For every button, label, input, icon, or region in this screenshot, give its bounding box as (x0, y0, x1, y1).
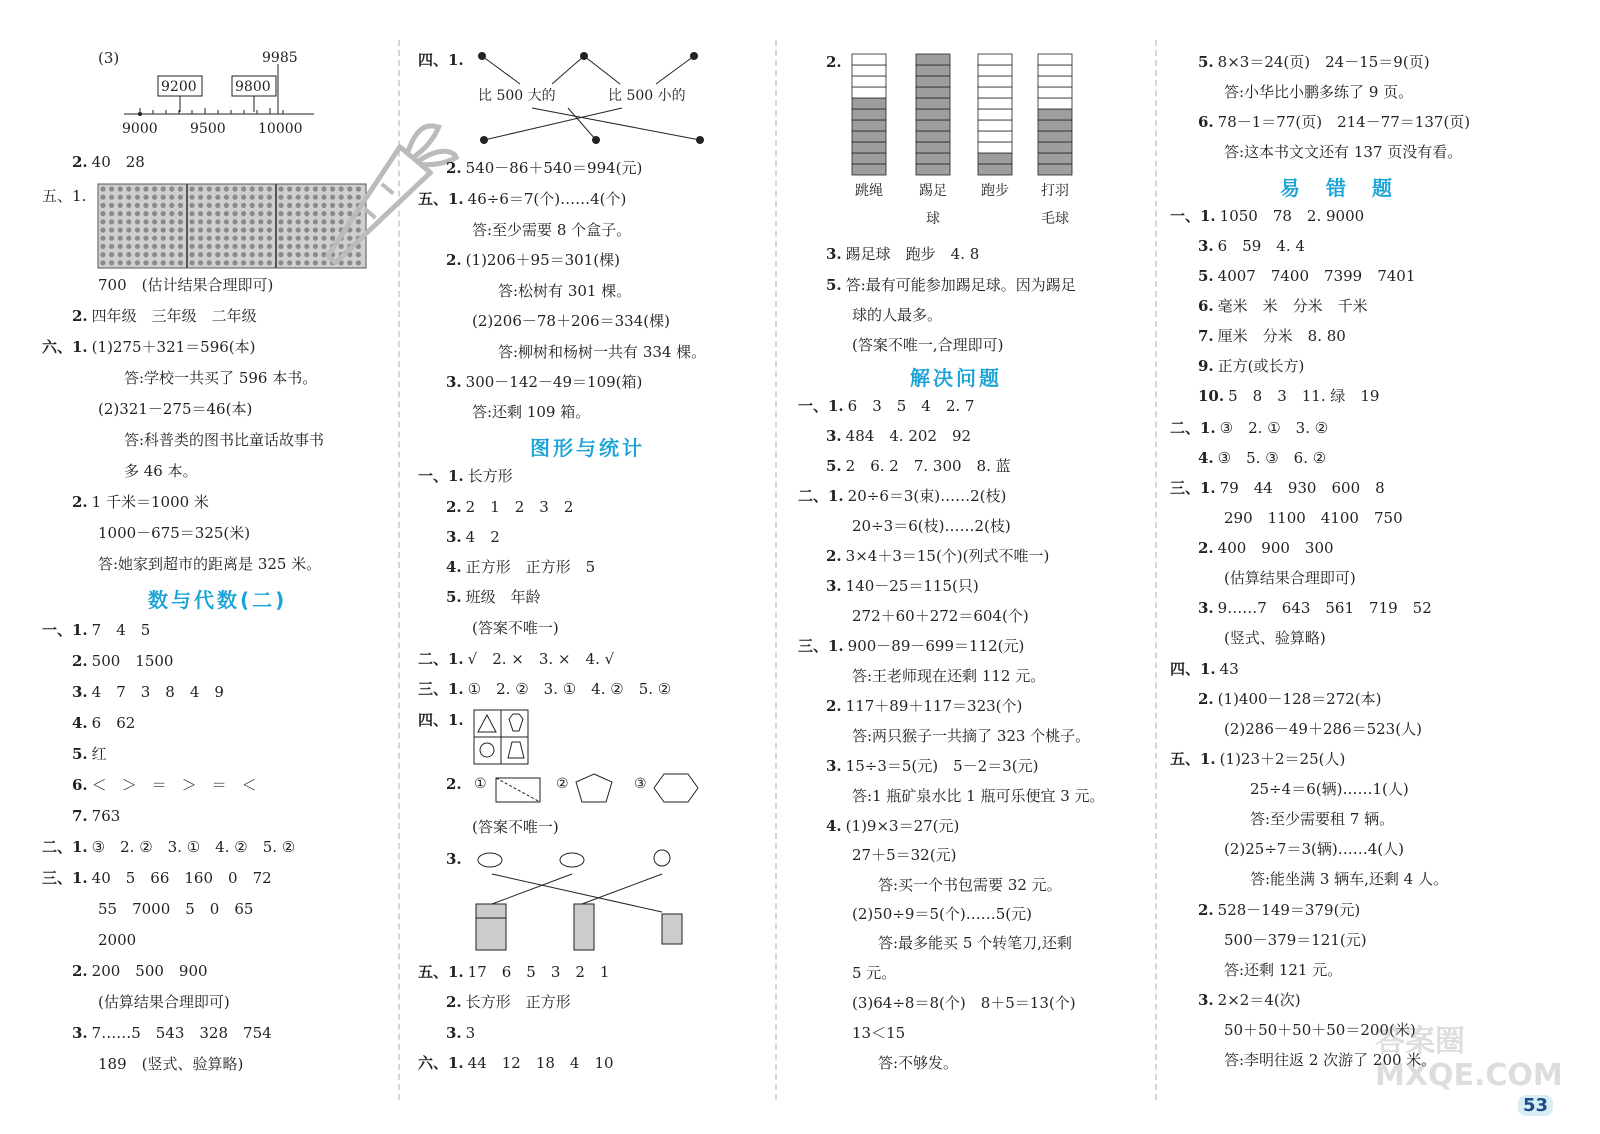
category-label-line2: 球 (926, 211, 940, 227)
answer-line: 二、1. ③ 2. ① 3. ② (1170, 419, 1329, 437)
answer-line: 5 元。 (852, 964, 897, 982)
view-matching-figure (472, 848, 692, 950)
answer-line: 4. (1)9×3＝27(元) (826, 817, 960, 835)
answer-line: 2000 (98, 931, 137, 949)
answer-line: 2. 40 28 (72, 153, 145, 171)
answer-line: 3. 15÷3＝5(元) 5－2＝3(元) (826, 757, 1039, 775)
answer-line: 2. 长方形 正方形 (446, 993, 571, 1011)
cut-shapes-figure (474, 768, 704, 808)
answer-line: 3. 9……7 643 561 719 52 (1198, 599, 1432, 617)
answer-line: 2. 540－86＋540＝994(元) (446, 159, 643, 177)
answer-line: 答:至少需要 8 个盒子。 (472, 221, 632, 239)
answer-line: 五、1. 46÷6＝7(个)……4(个) (418, 190, 627, 208)
answer-line: 二、1. 20÷6＝3(束)……2(枝) (798, 487, 1007, 505)
answer-line: 2. (1)400－128＝272(本) (1198, 690, 1382, 708)
category-label: 跑步 (981, 183, 1009, 199)
answer-line: (2)25÷7＝3(辆)……4(人) (1224, 840, 1404, 858)
answer-line: 5. 红 (72, 745, 107, 763)
answer-line: 500－379＝121(元) (1224, 931, 1367, 949)
answer-line: 答:学校一共买了 596 本书。 (124, 369, 318, 387)
answer-line: 三、1. 79 44 930 600 8 (1170, 479, 1385, 497)
answer-line: 答:科普类的图书比童话故事书 (124, 431, 325, 449)
answer-line: 答:最多能买 5 个转笔刀,还剩 (878, 934, 1072, 952)
answer-line: 答:买一个书包需要 32 元。 (878, 876, 1062, 894)
answer-line: 2. (1)206＋95＝301(棵) (446, 251, 620, 269)
answer-line: 290 1100 4100 750 (1224, 509, 1403, 527)
answer-line: 27＋5＝32(元) (852, 846, 957, 864)
answer-line: 答:还剩 121 元。 (1224, 961, 1343, 979)
category-label: 打羽 (1041, 183, 1069, 199)
answer-line: 4. 正方形 正方形 5 (446, 558, 596, 576)
answer-line: 5. 8×3＝24(页) 24－15＝9(页) (1198, 53, 1430, 71)
answer-line: 六、1. (1)275＋321＝596(本) (42, 338, 256, 356)
answer-line: (3)64÷8＝8(个) 8＋5＝13(个) (852, 994, 1076, 1012)
category-label: 跳绳 (855, 183, 883, 199)
answer-line: 五、1. (1)23＋2＝25(人) (1170, 750, 1346, 768)
answer-line: 3. (446, 850, 462, 868)
answer-line: 2. (446, 775, 462, 793)
section-heading: 易 错 题 (1280, 176, 1395, 200)
answer-line: 四、1. 43 (1170, 660, 1239, 678)
shapes-grid-figure (474, 710, 528, 764)
shape-label-2: ② (556, 776, 569, 792)
answer-line: (答案不唯一) (472, 619, 559, 637)
answer-line: 50＋50＋50＋50＝200(米) (1224, 1021, 1416, 1039)
answer-line: 答:能坐满 3 辆车,还剩 4 人。 (1250, 870, 1448, 888)
answer-line: (估算结果合理即可) (1224, 569, 1356, 587)
answer-line: 700 (估计结果合理即可) (98, 276, 274, 294)
category-label: 踢足 (919, 183, 947, 199)
bar-2 (916, 54, 950, 175)
answer-line: 2. 117＋89＋117＝323(个) (826, 697, 1023, 715)
shape-label-3: ③ (634, 776, 647, 792)
section-heading: 图形与统计 (530, 436, 645, 460)
answer-line: (竖式、验算略) (1224, 629, 1326, 647)
answer-line: 4. 6 62 (72, 714, 136, 732)
section-number: 四、1. (418, 51, 464, 69)
bar-4 (1038, 54, 1072, 175)
column-divider (775, 40, 777, 1100)
answer-line: (答案不唯一) (472, 818, 559, 836)
number-line-box-1: 9200 (161, 79, 197, 95)
bar-chart (840, 48, 1100, 238)
match-label-less: 比 500 小的 (608, 88, 686, 104)
section-number: 2. (826, 53, 842, 71)
answer-line: 25÷4＝6(辆)……1(人) (1250, 780, 1409, 798)
answer-line: 一、1. 1050 78 2. 9000 (1170, 207, 1365, 225)
answer-line: 二、1. ③ 2. ② 3. ① 4. ② 5. ② (42, 838, 296, 856)
answer-line: 6. 毫米 米 分米 千米 (1198, 297, 1368, 315)
answer-line: 答:这本书文文还有 137 页没有看。 (1224, 143, 1463, 161)
section-number: 五、1. (42, 187, 87, 205)
answer-line: (答案不唯一,合理即可) (852, 336, 1004, 354)
section-heading: 解决问题 (910, 366, 1002, 390)
number-line-tick-1: 9000 (122, 121, 158, 137)
answer-line: 六、1. 44 12 18 4 10 (418, 1054, 614, 1072)
answer-line: 答:小华比小鹏多练了 9 页。 (1224, 83, 1414, 101)
page-number: 53 (1518, 1095, 1553, 1116)
answer-line: 3. 2×2＝4(次) (1198, 991, 1301, 1009)
answer-line: 272＋60＋272＝604(个) (852, 607, 1029, 625)
answer-line: 答:至少需要租 7 辆。 (1250, 810, 1395, 828)
answer-line: 2. 四年级 三年级 二年级 (72, 307, 257, 325)
number-line-tick-2: 9500 (190, 121, 226, 137)
answer-line: 3. 300－142－49＝109(箱) (446, 373, 643, 391)
answer-line: 2. 400 900 300 (1198, 539, 1334, 557)
answer-line: 答:还剩 109 箱。 (472, 403, 591, 421)
section-heading: 数与代数(二) (148, 588, 288, 612)
number-line-top-value: 9985 (262, 50, 298, 66)
answer-line: 1000－675＝325(米) (98, 524, 251, 542)
answer-line: 答:不够发。 (878, 1054, 959, 1072)
answer-line: 9. 正方(或长方) (1198, 357, 1305, 375)
answer-line: 13＜15 (852, 1024, 906, 1042)
answer-line: 5. 2 6. 2 7. 300 8. 蓝 (826, 457, 1011, 475)
answer-line: 3. 踢足球 跑步 4. 8 (826, 245, 980, 263)
answer-line: 答:1 瓶矿泉水比 1 瓶可乐便宜 3 元。 (852, 787, 1105, 805)
answer-line: 6. 78－1＝77(页) 214－77＝137(页) (1198, 113, 1471, 131)
answer-line: 答:李明往返 2 次游了 200 米。 (1224, 1051, 1437, 1069)
answer-line: 5. 班级 年龄 (446, 588, 541, 606)
answer-line: 7. 厘米 分米 8. 80 (1198, 327, 1346, 345)
number-line-box-2: 9800 (235, 79, 271, 95)
answer-line: 三、1. 40 5 66 160 0 72 (42, 869, 272, 887)
answer-line: 20÷3＝6(枝)……2(枝) (852, 517, 1011, 535)
answer-line: 2. 2 1 2 3 2 (446, 498, 574, 516)
answer-line: 3. 6 59 4. 4 (1198, 237, 1305, 255)
answer-line: 4. ③ 5. ③ 6. ② (1198, 449, 1327, 467)
matching-lines-figure (472, 48, 712, 148)
answer-line: 3. 140－25＝115(只) (826, 577, 979, 595)
answer-line: 2. 200 500 900 (72, 962, 208, 980)
answer-line: 2. 3×4＋3＝15(个)(列式不唯一) (826, 547, 1050, 565)
answer-line: (2)321－275＝46(本) (98, 400, 253, 418)
answer-line: (2)206－78＋206＝334(棵) (472, 312, 670, 330)
answer-line: 2. 1 千米＝1000 米 (72, 493, 209, 511)
section-number: 四、1. (418, 711, 464, 729)
answer-line: 2. 500 1500 (72, 652, 174, 670)
category-label-line2: 毛球 (1041, 211, 1069, 227)
watermark: 答案圈 MXQE.COM (1375, 1024, 1563, 1093)
answer-line: 答:柳树和杨树一共有 334 棵。 (498, 343, 707, 361)
number-line-tick-3: 10000 (258, 121, 303, 137)
answer-line: 三、1. 900－89－699＝112(元) (798, 637, 1025, 655)
answer-line: 多 46 本。 (124, 462, 198, 480)
match-label-greater: 比 500 大的 (478, 88, 556, 104)
column-divider (1155, 40, 1157, 1100)
answer-line: 答:松树有 301 棵。 (498, 282, 632, 300)
answer-line: 答:王老师现在还剩 112 元。 (852, 667, 1046, 685)
answer-line: 7. 763 (72, 807, 121, 825)
answer-line: 三、1. ① 2. ② 3. ① 4. ② 5. ② (418, 680, 672, 698)
answer-line: 一、1. 7 4 5 (42, 621, 151, 639)
answer-line: (估算结果合理即可) (98, 993, 230, 1011)
number-line-label: (3) (98, 49, 120, 67)
answer-line: 3. 4 7 3 8 4 9 (72, 683, 224, 701)
answer-line: 球的人最多。 (852, 306, 943, 324)
answer-line: 2. 528－149＝379(元) (1198, 901, 1361, 919)
answer-line: 10. 5 8 3 11. 绿 19 (1198, 387, 1380, 405)
answer-line: 3. 3 (446, 1024, 476, 1042)
answer-line: 二、1. √ 2. × 3. × 4. √ (418, 650, 615, 668)
number-line-figure (120, 48, 320, 138)
answer-line: 五、1. 17 6 5 3 2 1 (418, 963, 610, 981)
answer-line: 3. 7……5 543 328 754 (72, 1024, 272, 1042)
answer-line: (2)286－49＋286＝523(人) (1224, 720, 1422, 738)
answer-line: 5. 4007 7400 7399 7401 (1198, 267, 1416, 285)
answer-line: 一、1. 长方形 (418, 467, 513, 485)
answer-line: 答:她家到超市的距离是 325 米。 (98, 555, 322, 573)
answer-line: 3. 484 4. 202 92 (826, 427, 972, 445)
answer-line: 5. 答:最有可能参加踢足球。因为踢足 (826, 276, 1076, 294)
bar-3 (978, 54, 1012, 175)
answer-line: 3. 4 2 (446, 528, 500, 546)
answer-line: 一、1. 6 3 5 4 2. 7 (798, 397, 975, 415)
answer-line: 6. ＜ ＞ ＝ ＞ ＝ ＜ (72, 776, 257, 794)
answer-line: (2)50÷9＝5(个)……5(元) (852, 905, 1032, 923)
bar-1 (852, 54, 886, 175)
shape-label-1: ① (474, 776, 487, 792)
answer-line: 55 7000 5 0 65 (98, 900, 254, 918)
answer-line: 答:两只猴子一共摘了 323 个桃子。 (852, 727, 1091, 745)
answer-line: 189 (竖式、验算略) (98, 1055, 244, 1073)
